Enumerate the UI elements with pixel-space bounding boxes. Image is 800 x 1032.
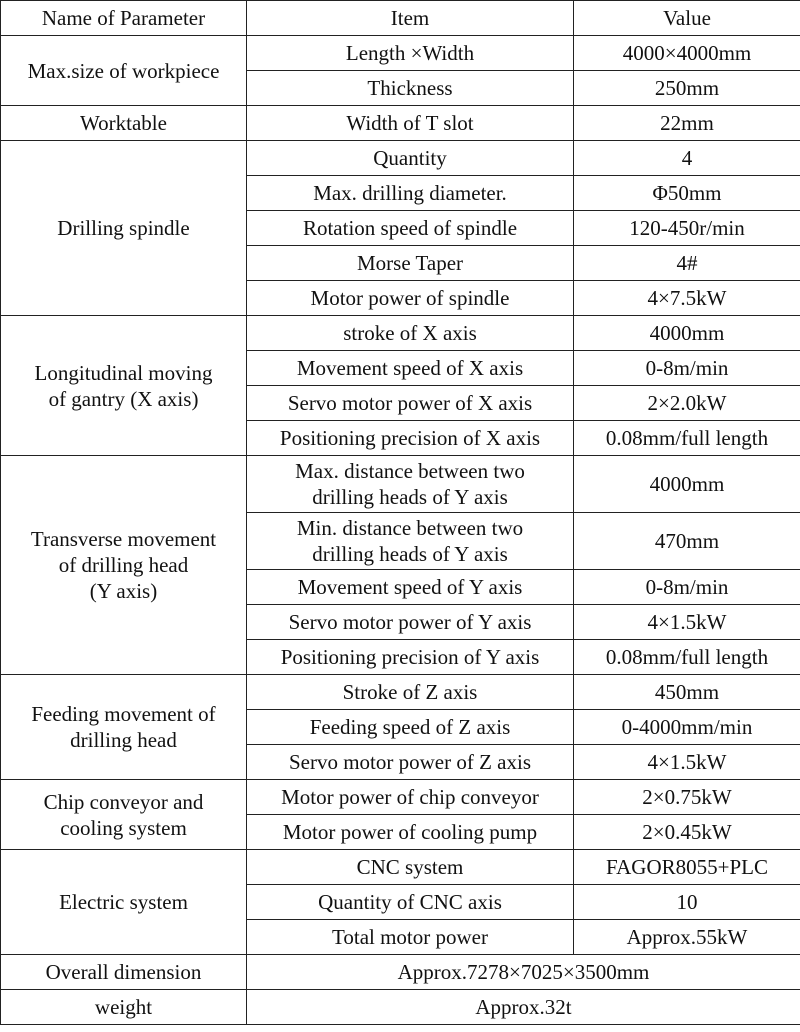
parameter-name-cell <box>1 106 247 141</box>
item-cell <box>247 920 574 955</box>
cell-line: Min. distance between two <box>296 516 524 540</box>
cell-line: Motor power of spindle <box>310 286 510 310</box>
table-row <box>1 955 800 990</box>
value-cell: Approx.7278×7025×3500mm <box>247 955 800 990</box>
cell-line: Positioning precision of Y axis <box>280 645 540 669</box>
cell-line: Max.size of workpiece <box>27 58 220 83</box>
table-row <box>1 990 800 1025</box>
parameter-name-cell <box>1 316 247 456</box>
item-cell <box>247 815 574 850</box>
cell-line: Movement speed of Y axis <box>297 575 523 599</box>
parameter-name-cell <box>1 456 247 675</box>
item-cell <box>247 71 574 106</box>
item-cell <box>247 351 574 386</box>
cell-line: Drilling spindle <box>57 216 190 240</box>
item-cell <box>247 246 574 281</box>
cell-line: Feeding movement of <box>31 702 216 726</box>
cell-line: Quantity <box>373 146 447 170</box>
table-row <box>1 316 800 351</box>
value-cell: 2×2.0kW <box>574 386 800 421</box>
value-cell: 2×0.45kW <box>574 815 800 850</box>
item-cell <box>247 141 574 176</box>
parameter-name-cell <box>1 141 247 316</box>
item-cell <box>247 386 574 421</box>
cell-line: Transverse movement <box>30 527 217 551</box>
item-cell <box>247 745 574 780</box>
value-cell: FAGOR8055+PLC <box>574 850 800 885</box>
value-cell: 0.08mm/full length <box>574 640 800 675</box>
cell-line: Quantity of CNC axis <box>318 890 502 914</box>
value-cell: 4×7.5kW <box>574 281 800 316</box>
value-cell: 22mm <box>574 106 800 141</box>
spec-table-body <box>1 36 800 1025</box>
item-cell <box>247 710 574 745</box>
cell-line: of drilling head <box>58 553 189 577</box>
cell-line: Servo motor power of X axis <box>287 391 533 415</box>
cell-line: Width of T slot <box>346 111 474 135</box>
item-cell <box>247 885 574 920</box>
header-value: Value <box>574 1 800 36</box>
cell-line: drilling heads of Y axis <box>312 485 508 509</box>
cell-line: Max. distance between two <box>295 459 525 483</box>
cell-line: cooling system <box>60 815 187 840</box>
parameter-name-cell: Overall dimension <box>1 955 247 990</box>
table-row <box>1 780 800 815</box>
value-cell: 450mm <box>574 675 800 710</box>
value-cell: 4×1.5kW <box>574 605 800 640</box>
item-cell <box>247 106 574 141</box>
item-cell <box>247 211 574 246</box>
cell-line: Stroke of Z axis <box>342 680 478 704</box>
item-cell <box>247 176 574 211</box>
cell-line: Worktable <box>80 111 167 135</box>
value-cell: 250mm <box>574 71 800 106</box>
item-cell <box>247 570 574 605</box>
cell-line: Servo motor power of Y axis <box>288 610 532 634</box>
table-row <box>1 106 800 141</box>
cell-line: drilling heads of Y axis <box>312 542 508 566</box>
item-cell <box>247 316 574 351</box>
parameter-name-cell <box>1 36 247 106</box>
cell-line: Positioning precision of X axis <box>279 426 541 450</box>
parameter-name-cell <box>1 780 247 850</box>
value-cell: 2×0.75kW <box>574 780 800 815</box>
value-cell: Φ50mm <box>574 176 800 211</box>
value-cell: 4000mm <box>574 456 800 513</box>
cell-line: Servo motor power of Z axis <box>288 750 532 774</box>
cell-line: (Y axis) <box>89 579 158 603</box>
cell-line: Chip conveyor and <box>43 789 204 814</box>
cell-line: Rotation speed of spindle <box>302 216 518 240</box>
value-cell: 4 <box>574 141 800 176</box>
item-cell <box>247 456 574 513</box>
cell-line: Feeding speed of Z axis <box>309 715 511 739</box>
item-cell <box>247 513 574 570</box>
value-cell: 4000mm <box>574 316 800 351</box>
item-cell <box>247 640 574 675</box>
header-row <box>1 1 800 36</box>
cell-line: Morse Taper <box>356 251 464 275</box>
parameter-name-cell: weight <box>1 990 247 1025</box>
cell-line: Max. drilling diameter. <box>313 181 507 205</box>
cell-line: Length ×Width <box>345 41 475 65</box>
table-row <box>1 850 800 885</box>
item-cell <box>247 605 574 640</box>
value-cell: 4000×4000mm <box>574 36 800 71</box>
cell-line: CNC system <box>356 855 464 879</box>
item-cell <box>247 281 574 316</box>
value-cell: Approx.55kW <box>574 920 800 955</box>
value-cell: 10 <box>574 885 800 920</box>
cell-line: Thickness <box>367 76 453 100</box>
cell-line: drilling head <box>70 728 177 752</box>
cell-line: Motor power of chip conveyor <box>281 785 539 809</box>
cell-line: Longitudinal moving <box>34 360 213 385</box>
cell-line: Electric system <box>59 890 188 914</box>
header-item: Item <box>247 1 574 36</box>
table-row <box>1 36 800 71</box>
value-cell: 0.08mm/full length <box>574 421 800 456</box>
value-cell: Approx.32t <box>247 990 800 1025</box>
value-cell: 0-4000mm/min <box>574 710 800 745</box>
value-cell: 470mm <box>574 513 800 570</box>
table-row <box>1 141 800 176</box>
header-parameter: Name of Parameter <box>1 1 247 36</box>
cell-line: stroke of X axis <box>343 321 477 345</box>
value-cell: 0-8m/min <box>574 351 800 386</box>
value-cell: 4×1.5kW <box>574 745 800 780</box>
item-cell <box>247 675 574 710</box>
item-cell <box>247 36 574 71</box>
table-row <box>1 675 800 710</box>
item-cell <box>247 421 574 456</box>
parameter-name-cell <box>1 675 247 780</box>
cell-line: of gantry (X axis) <box>48 386 199 411</box>
item-cell <box>247 780 574 815</box>
value-cell: 4# <box>574 246 800 281</box>
cell-line: Movement speed of X axis <box>296 356 524 380</box>
item-cell <box>247 850 574 885</box>
value-cell: 120-450r/min <box>574 211 800 246</box>
parameter-name-cell <box>1 850 247 955</box>
table-row <box>1 456 800 513</box>
cell-line: Motor power of cooling pump <box>282 820 538 844</box>
cell-line: Total motor power <box>332 925 488 949</box>
value-cell: 0-8m/min <box>574 570 800 605</box>
